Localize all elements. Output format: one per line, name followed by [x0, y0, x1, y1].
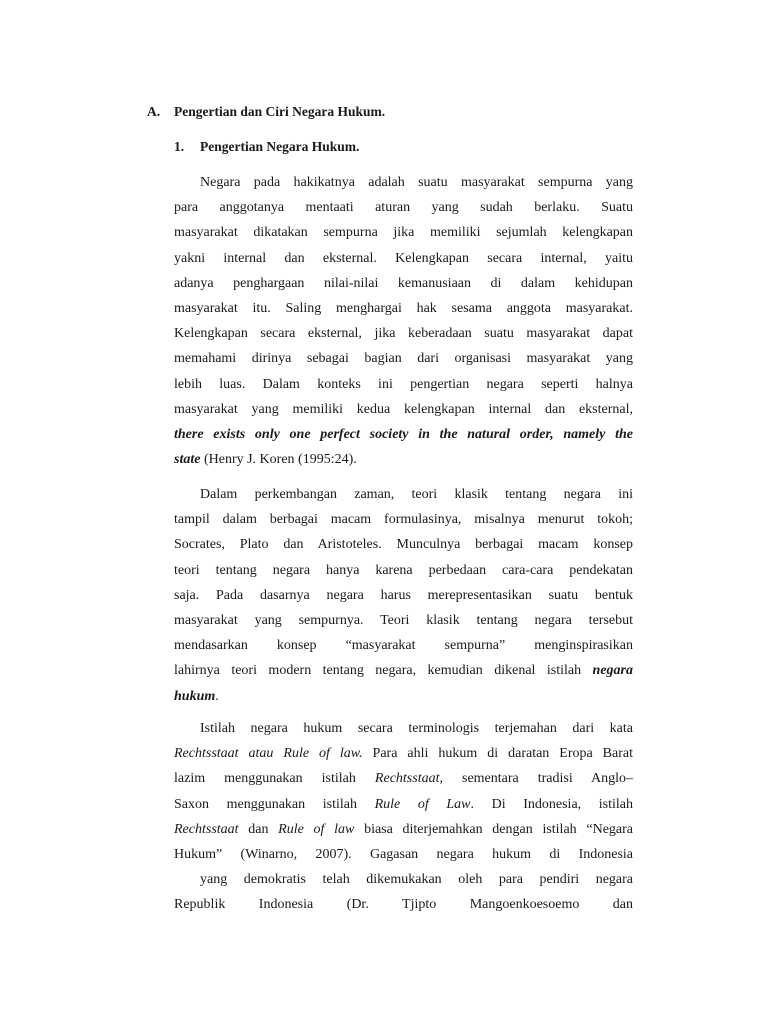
text-line: Negara pada hakikatnya adalah suatu masyarakat sempurna yang — [200, 175, 633, 190]
line-end: . — [215, 688, 219, 704]
quote-end: state — [174, 452, 201, 468]
text-line — [174, 447, 633, 472]
text-line: tampil dalam berbagai macam formulasinya, misalnya menurut tokoh; — [174, 512, 633, 528]
text-line — [174, 792, 633, 817]
term-rechtsstaat: Rechtsstaat, — [374, 771, 443, 787]
text-line: Republik Indonesia (Dr. Tjipto Mangoenkoesoemo dan — [174, 897, 633, 913]
text-line: teori tentang negara hanya karena perbedaan cara-cara pendekatan — [174, 562, 633, 578]
line-text: lahirnya teori modern tentang negara, kemudian dikenal istilah — [174, 663, 593, 679]
text-line: saja. Pada dasarnya negara harus merepresentasikan suatu bentuk — [174, 587, 633, 603]
term-rechtsstaat: Rechtsstaat atau Rule of law. — [174, 746, 363, 762]
citation: (Henry J. Koren (1995:24). — [200, 452, 357, 468]
line-end: biasa diterjemahkan dengan istilah “Negara — [354, 821, 633, 837]
text-line — [174, 766, 633, 791]
subsection-title: Pengertian Negara Hukum. — [200, 139, 360, 154]
text-line — [174, 741, 633, 766]
term-rule-of-law: Rule of Law — [374, 796, 471, 812]
text-line: Hukum” (Winarno, 2007). Gagasan negara hukum di Indonesia — [174, 846, 633, 862]
text-line: masyarakat yang memiliki kedua kelengkapan internal dan eksternal, — [174, 401, 633, 417]
text-line — [174, 817, 633, 842]
text-line: Kelengkapan secara eksternal, jika keberadaan suatu masyarakat dapat — [174, 326, 633, 342]
term-rechtsstaat: Rechtsstaat — [174, 821, 239, 837]
paragraph-1 — [174, 170, 633, 472]
term-hukum: hukum — [174, 688, 216, 704]
section-number: A. — [147, 104, 161, 119]
line-text: Para ahli hukum di daratan Eropa Barat — [362, 746, 633, 762]
text-line: Istilah negara hukum secara terminologis terjemahan dari kata — [200, 721, 633, 736]
text-line — [174, 684, 633, 709]
paragraph-3 — [174, 716, 633, 918]
text-line: adanya penghargaan nilai-nilai kemanusiaan di dalam kehidupan — [174, 275, 633, 291]
text-line: masyarakat dikatakan sempurna jika memiliki sejumlah kelengkapan — [174, 225, 633, 241]
text-line: lebih luas. Dalam konteks ini pengertian negara seperti halnya — [174, 376, 633, 392]
line-text: lazim menggunakan istilah — [174, 771, 375, 787]
line-end: sementara tradisi Anglo– — [442, 771, 633, 787]
text-line: Dalam perkembangan zaman, teori klasik tentang negara ini — [200, 487, 633, 502]
text-line: yang demokratis telah dikemukakan oleh para pendiri negara — [200, 872, 633, 888]
text-line: masyarakat itu. Saling menghargai hak sesama anggota masyarakat. — [174, 300, 633, 316]
line-end: . Di Indonesia, istilah — [470, 796, 633, 812]
text-line: Socrates, Plato dan Aristoteles. Munculnya berbagai macam konsep — [174, 537, 633, 553]
text-line: mendasarkan konsep “masyarakat sempurna” menginspirasikan — [174, 638, 633, 654]
text-line: masyarakat yang sempurnya. Teori klasik tentang negara tersebut — [174, 612, 633, 628]
text-line: memahami dirinya sebagai bagian dari organisasi masyarakat yang — [174, 351, 633, 367]
line-text: Saxon menggunakan istilah — [174, 796, 375, 812]
paragraph-2 — [174, 482, 633, 709]
subsection-number: 1. — [174, 139, 185, 154]
text-line: para anggotanya mentaati aturan yang sudah berlaku. Suatu — [174, 200, 633, 216]
line-text: dan — [238, 821, 279, 837]
term-rule-of-law: Rule of law — [278, 821, 355, 837]
text-line — [174, 658, 633, 683]
quote-line: there exists only one perfect society in the natural order, namely the — [174, 426, 633, 442]
section-title: Pengertian dan Ciri Negara Hukum. — [174, 104, 386, 119]
subsection-heading — [174, 139, 359, 155]
term-negara: negara — [592, 663, 633, 679]
text-line: yakni internal dan eksternal. Kelengkapan secara internal, yaitu — [174, 250, 633, 266]
section-heading — [147, 104, 385, 120]
